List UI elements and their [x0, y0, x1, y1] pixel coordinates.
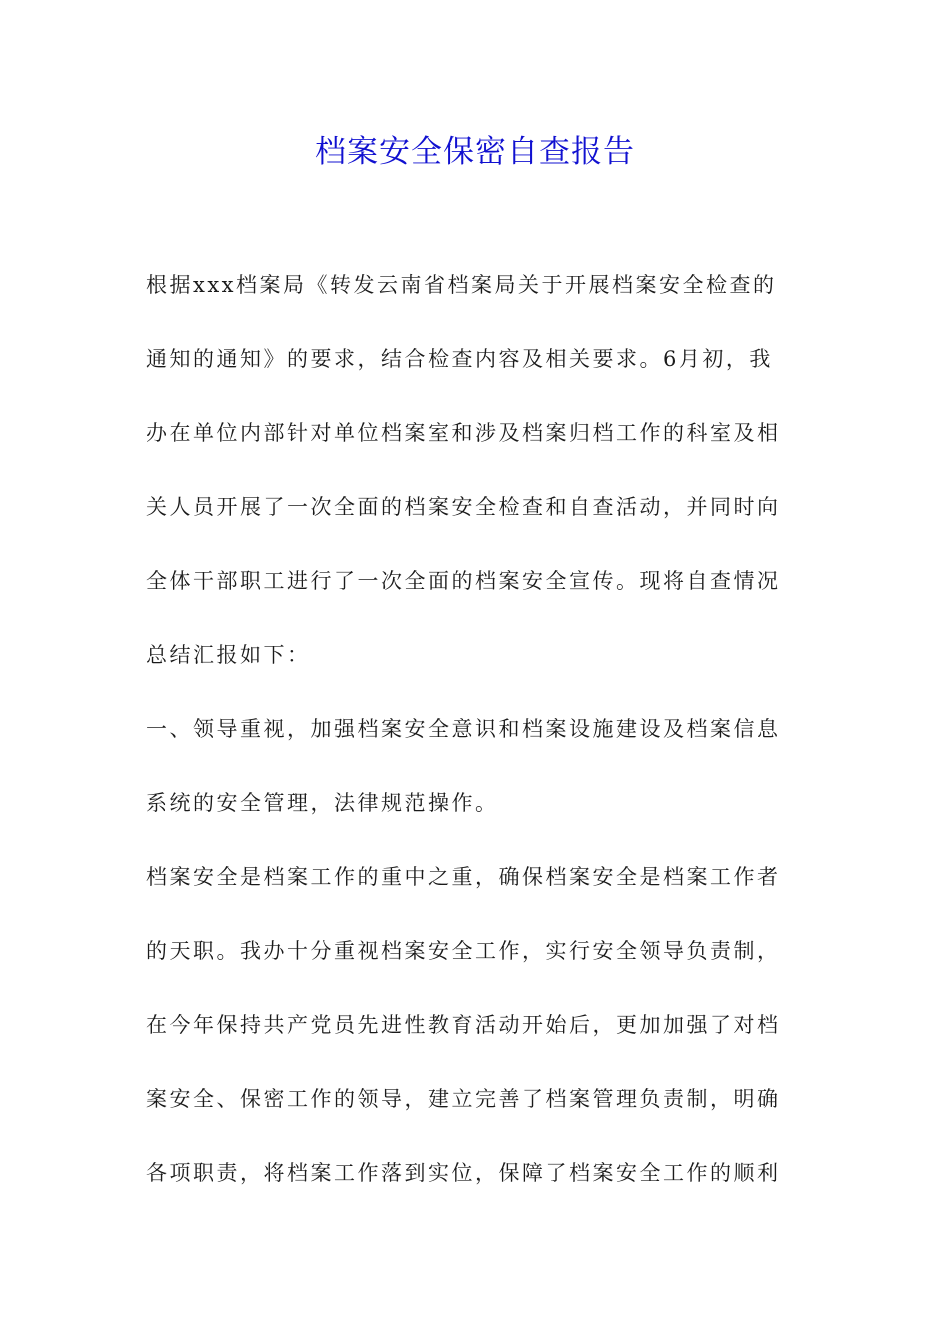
body-line: 在今年保持共产党员先进性教育活动开始后，更加加强了对档 [146, 1013, 781, 1037]
body-line: 总结汇报如下： [146, 643, 311, 667]
body-line: 关人员开展了一次全面的档案安全检查和自查活动，并同时向 [146, 495, 781, 519]
section-heading-line: 系统的安全管理，法律规范操作。 [146, 791, 499, 815]
body-line: 办在单位内部针对单位档案室和涉及档案归档工作的科室及相 [146, 421, 781, 445]
section-heading-line: 一、领导重视，加强档案安全意识和档案设施建设及档案信息 [146, 717, 781, 741]
document-title: 档案安全保密自查报告 [315, 134, 635, 170]
body-line: 通知的通知》的要求，结合检查内容及相关要求。6月初，我 [146, 347, 773, 371]
body-line: 的天职。我办十分重视档案安全工作，实行安全领导负责制， [146, 939, 781, 963]
body-line: 全体干部职工进行了一次全面的档案安全宣传。现将自查情况 [146, 569, 781, 593]
body-line: 各项职责，将档案工作落到实位，保障了档案安全工作的顺利 [146, 1161, 781, 1185]
body-line: 档案安全是档案工作的重中之重，确保档案安全是档案工作者 [146, 865, 781, 889]
body-line: 根据xxx档案局《转发云南省档案局关于开展档案安全检查的 [146, 273, 777, 297]
body-line: 案安全、保密工作的领导，建立完善了档案管理负责制，明确 [146, 1087, 781, 1111]
